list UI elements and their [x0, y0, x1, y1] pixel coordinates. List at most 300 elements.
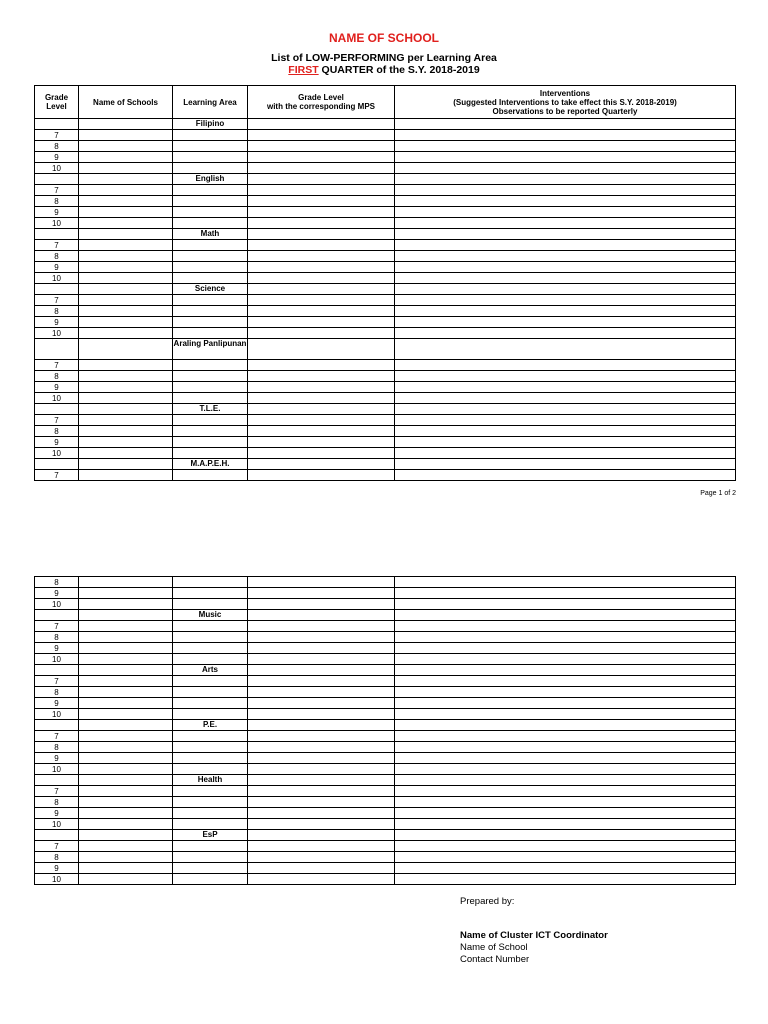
interventions-cell [395, 306, 736, 317]
learning-area-row [35, 119, 736, 130]
interventions-cell [395, 742, 736, 753]
school-cell [79, 830, 173, 841]
mps-cell [248, 174, 395, 185]
mps-cell [248, 577, 395, 588]
school-cell [79, 797, 173, 808]
learning-area-cell: Health [173, 775, 248, 786]
school-cell [79, 764, 173, 775]
interventions-cell [395, 284, 736, 295]
learning-area-row [35, 174, 736, 185]
low-performing-table-page2 [34, 576, 736, 885]
area-empty-cell [173, 786, 248, 797]
mps-cell [248, 808, 395, 819]
interventions-cell [395, 404, 736, 415]
interventions-cell [395, 676, 736, 687]
grade-row [35, 577, 736, 588]
learning-area-cell: Music [173, 610, 248, 621]
area-empty-cell [173, 654, 248, 665]
school-cell [79, 185, 173, 196]
interventions-cell [395, 797, 736, 808]
interventions-cell [395, 819, 736, 830]
interventions-cell [395, 339, 736, 360]
school-cell [79, 295, 173, 306]
subtitle-rest: QUARTER of the S.Y. 2018-2019 [318, 64, 480, 76]
learning-area-row [35, 775, 736, 786]
area-empty-cell [173, 328, 248, 339]
grade-cell: 10 [35, 448, 79, 459]
interventions-cell [395, 863, 736, 874]
interventions-cell [395, 764, 736, 775]
interventions-cell [395, 141, 736, 152]
grade-cell: 10 [35, 163, 79, 174]
learning-area-cell: Math [173, 229, 248, 240]
interventions-cell [395, 610, 736, 621]
learning-area-cell: Arts [173, 665, 248, 676]
low-performing-table-page1 [34, 85, 736, 481]
interventions-cell [395, 196, 736, 207]
grade-cell: 9 [35, 262, 79, 273]
grade-cell: 9 [35, 152, 79, 163]
area-empty-cell [173, 393, 248, 404]
interventions-cell [395, 130, 736, 141]
area-empty-cell [173, 262, 248, 273]
mps-cell [248, 676, 395, 687]
learning-area-cell: English [173, 174, 248, 185]
school-cell [79, 371, 173, 382]
grade-row [35, 448, 736, 459]
area-empty-cell [173, 448, 248, 459]
mps-cell [248, 654, 395, 665]
learning-area-row [35, 284, 736, 295]
mps-cell [248, 852, 395, 863]
school-cell [79, 852, 173, 863]
grade-row [35, 306, 736, 317]
area-empty-cell [173, 251, 248, 262]
mps-cell [248, 284, 395, 295]
school-cell [79, 786, 173, 797]
mps-cell [248, 163, 395, 174]
school-cell [79, 742, 173, 753]
grade-cell [35, 720, 79, 731]
interventions-cell [395, 720, 736, 731]
grade-cell: 8 [35, 632, 79, 643]
grade-cell: 8 [35, 196, 79, 207]
grade-cell: 8 [35, 687, 79, 698]
prepared-by-label: Prepared by: [460, 896, 515, 907]
school-cell [79, 141, 173, 152]
grade-row [35, 599, 736, 610]
interventions-cell [395, 786, 736, 797]
area-empty-cell [173, 863, 248, 874]
school-cell [79, 632, 173, 643]
mps-cell [248, 687, 395, 698]
school-cell [79, 218, 173, 229]
grade-row [35, 426, 736, 437]
grade-cell: 8 [35, 852, 79, 863]
interventions-cell [395, 119, 736, 130]
interventions-cell [395, 185, 736, 196]
school-cell [79, 163, 173, 174]
mps-cell [248, 328, 395, 339]
school-cell [79, 119, 173, 130]
mps-cell [248, 229, 395, 240]
area-empty-cell [173, 599, 248, 610]
school-cell [79, 273, 173, 284]
mps-cell [248, 643, 395, 654]
grade-cell: 10 [35, 393, 79, 404]
area-empty-cell [173, 306, 248, 317]
school-cell [79, 654, 173, 665]
mps-cell [248, 742, 395, 753]
interventions-cell [395, 470, 736, 481]
school-cell [79, 130, 173, 141]
mps-cell [248, 470, 395, 481]
school-cell [79, 775, 173, 786]
grade-cell: 10 [35, 654, 79, 665]
interventions-cell [395, 382, 736, 393]
learning-area-cell: Science [173, 284, 248, 295]
school-cell [79, 404, 173, 415]
grade-cell: 10 [35, 709, 79, 720]
mps-cell [248, 786, 395, 797]
mps-cell [248, 830, 395, 841]
grade-row [35, 709, 736, 720]
grade-row [35, 654, 736, 665]
col-learning-area: Learning Area [173, 86, 248, 119]
grade-cell: 9 [35, 207, 79, 218]
interventions-cell [395, 731, 736, 742]
grade-cell: 8 [35, 306, 79, 317]
grade-cell [35, 459, 79, 470]
mps-cell [248, 196, 395, 207]
grade-row [35, 687, 736, 698]
grade-cell: 10 [35, 819, 79, 830]
grade-row [35, 797, 736, 808]
grade-row [35, 874, 736, 885]
grade-row [35, 273, 736, 284]
learning-area-cell: Araling Panlipunan [173, 339, 248, 360]
area-empty-cell [173, 841, 248, 852]
grade-cell: 7 [35, 470, 79, 481]
grade-row [35, 676, 736, 687]
grade-row [35, 731, 736, 742]
mps-cell [248, 371, 395, 382]
school-cell [79, 709, 173, 720]
interventions-cell [395, 643, 736, 654]
area-empty-cell [173, 218, 248, 229]
interventions-cell [395, 448, 736, 459]
mps-cell [248, 426, 395, 437]
grade-row [35, 371, 736, 382]
school-cell [79, 588, 173, 599]
mps-cell [248, 874, 395, 885]
grade-row [35, 251, 736, 262]
school-cell [79, 174, 173, 185]
school-cell [79, 448, 173, 459]
grade-cell [35, 830, 79, 841]
interventions-cell [395, 437, 736, 448]
interventions-cell [395, 360, 736, 371]
area-empty-cell [173, 185, 248, 196]
interventions-cell [395, 808, 736, 819]
mps-cell [248, 251, 395, 262]
interventions-cell [395, 698, 736, 709]
grade-cell [35, 404, 79, 415]
school-cell [79, 698, 173, 709]
interventions-cell [395, 632, 736, 643]
learning-area-cell: T.L.E. [173, 404, 248, 415]
area-empty-cell [173, 273, 248, 284]
interventions-cell [395, 174, 736, 185]
mps-cell [248, 130, 395, 141]
learning-area-row [35, 720, 736, 731]
col-grade-level-mps: Grade Level with the corresponding MPS [248, 86, 395, 119]
interventions-cell [395, 687, 736, 698]
grade-row [35, 643, 736, 654]
grade-row [35, 218, 736, 229]
area-empty-cell [173, 207, 248, 218]
grade-cell: 7 [35, 185, 79, 196]
area-empty-cell [173, 295, 248, 306]
school-cell [79, 152, 173, 163]
area-empty-cell [173, 698, 248, 709]
grade-row [35, 207, 736, 218]
area-empty-cell [173, 415, 248, 426]
mps-cell [248, 698, 395, 709]
interventions-cell [395, 393, 736, 404]
grade-cell: 7 [35, 841, 79, 852]
mps-cell [248, 207, 395, 218]
school-cell [79, 874, 173, 885]
grade-row [35, 328, 736, 339]
mps-cell [248, 152, 395, 163]
school-cell [79, 437, 173, 448]
school-cell [79, 382, 173, 393]
interventions-cell [395, 251, 736, 262]
grade-cell: 7 [35, 621, 79, 632]
grade-cell [35, 229, 79, 240]
area-empty-cell [173, 709, 248, 720]
mps-cell [248, 709, 395, 720]
school-cell [79, 643, 173, 654]
interventions-cell [395, 207, 736, 218]
mps-cell [248, 599, 395, 610]
grade-cell [35, 339, 79, 360]
grade-row [35, 470, 736, 481]
mps-cell [248, 731, 395, 742]
school-cell [79, 841, 173, 852]
grade-cell: 7 [35, 731, 79, 742]
interventions-cell [395, 588, 736, 599]
school-cell [79, 665, 173, 676]
interventions-cell [395, 621, 736, 632]
grade-cell: 7 [35, 240, 79, 251]
grade-row [35, 185, 736, 196]
area-empty-cell [173, 874, 248, 885]
school-cell [79, 753, 173, 764]
area-empty-cell [173, 819, 248, 830]
area-empty-cell [173, 753, 248, 764]
learning-area-row [35, 229, 736, 240]
area-empty-cell [173, 163, 248, 174]
col-interventions: Interventions (Suggested Interventions to take effect this S.Y. 2018-2019) Observations to be reported Quarterly [395, 86, 736, 119]
grade-cell: 9 [35, 863, 79, 874]
grade-cell: 7 [35, 676, 79, 687]
grade-cell: 8 [35, 742, 79, 753]
interventions-cell [395, 577, 736, 588]
interventions-cell [395, 415, 736, 426]
mps-cell [248, 119, 395, 130]
mps-cell [248, 437, 395, 448]
interventions-cell [395, 163, 736, 174]
interventions-cell [395, 459, 736, 470]
school-cell [79, 207, 173, 218]
school-cell [79, 731, 173, 742]
mps-cell [248, 775, 395, 786]
mps-cell [248, 360, 395, 371]
area-empty-cell [173, 797, 248, 808]
grade-row [35, 786, 736, 797]
grade-row [35, 317, 736, 328]
mps-cell [248, 393, 395, 404]
interventions-cell [395, 841, 736, 852]
mps-cell [248, 295, 395, 306]
school-cell [79, 720, 173, 731]
interventions-cell [395, 371, 736, 382]
learning-area-row [35, 665, 736, 676]
interventions-cell [395, 874, 736, 885]
grade-cell: 7 [35, 295, 79, 306]
grade-cell: 8 [35, 426, 79, 437]
grade-cell [35, 665, 79, 676]
grade-row [35, 852, 736, 863]
grade-row [35, 295, 736, 306]
quarter-word: FIRST [288, 64, 319, 76]
mps-cell [248, 819, 395, 830]
grade-cell [35, 174, 79, 185]
mps-cell [248, 306, 395, 317]
interventions-cell [395, 328, 736, 339]
grade-cell: 9 [35, 698, 79, 709]
grade-row [35, 753, 736, 764]
area-empty-cell [173, 764, 248, 775]
school-cell [79, 459, 173, 470]
school-cell [79, 687, 173, 698]
mps-cell [248, 339, 395, 360]
mps-cell [248, 610, 395, 621]
grade-cell: 9 [35, 437, 79, 448]
mps-cell [248, 262, 395, 273]
area-empty-cell [173, 152, 248, 163]
grade-cell: 7 [35, 130, 79, 141]
school-cell [79, 676, 173, 687]
interventions-cell [395, 852, 736, 863]
interventions-cell [395, 775, 736, 786]
grade-cell: 7 [35, 360, 79, 371]
school-cell [79, 360, 173, 371]
mps-cell [248, 273, 395, 284]
grade-row [35, 742, 736, 753]
area-empty-cell [173, 240, 248, 251]
learning-area-row [35, 339, 736, 360]
area-empty-cell [173, 196, 248, 207]
school-cell [79, 426, 173, 437]
area-empty-cell [173, 371, 248, 382]
area-empty-cell [173, 621, 248, 632]
interventions-cell [395, 599, 736, 610]
grade-row [35, 141, 736, 152]
learning-area-cell: Filipino [173, 119, 248, 130]
school-cell [79, 577, 173, 588]
interventions-cell [395, 262, 736, 273]
grade-cell: 8 [35, 141, 79, 152]
area-empty-cell [173, 643, 248, 654]
grade-row [35, 196, 736, 207]
area-empty-cell [173, 130, 248, 141]
grade-row [35, 819, 736, 830]
area-empty-cell [173, 317, 248, 328]
learning-area-row [35, 459, 736, 470]
grade-cell: 9 [35, 643, 79, 654]
coordinator-contact: Contact Number [460, 954, 530, 965]
mps-cell [248, 632, 395, 643]
area-empty-cell [173, 632, 248, 643]
interventions-cell [395, 830, 736, 841]
grade-row [35, 437, 736, 448]
grade-cell [35, 119, 79, 130]
interventions-cell [395, 317, 736, 328]
mps-cell [248, 621, 395, 632]
area-empty-cell [173, 742, 248, 753]
mps-cell [248, 459, 395, 470]
mps-cell [248, 720, 395, 731]
interventions-cell [395, 218, 736, 229]
grade-row [35, 360, 736, 371]
school-cell [79, 339, 173, 360]
grade-cell: 8 [35, 577, 79, 588]
grade-cell: 8 [35, 251, 79, 262]
interventions-cell [395, 240, 736, 251]
grade-cell: 10 [35, 273, 79, 284]
mps-cell [248, 317, 395, 328]
mps-cell [248, 185, 395, 196]
area-empty-cell [173, 852, 248, 863]
grade-cell: 10 [35, 599, 79, 610]
mps-cell [248, 240, 395, 251]
learning-area-row [35, 404, 736, 415]
school-cell [79, 328, 173, 339]
interventions-cell [395, 152, 736, 163]
grade-row [35, 163, 736, 174]
area-empty-cell [173, 470, 248, 481]
area-empty-cell [173, 808, 248, 819]
grade-cell: 10 [35, 764, 79, 775]
grade-cell: 8 [35, 371, 79, 382]
school-cell [79, 808, 173, 819]
grade-row [35, 415, 736, 426]
grade-cell: 10 [35, 218, 79, 229]
grade-cell: 9 [35, 753, 79, 764]
area-empty-cell [173, 141, 248, 152]
school-cell [79, 251, 173, 262]
school-cell [79, 196, 173, 207]
grade-cell: 9 [35, 588, 79, 599]
grade-cell [35, 610, 79, 621]
school-cell [79, 610, 173, 621]
area-empty-cell [173, 360, 248, 371]
school-cell [79, 819, 173, 830]
school-cell [79, 393, 173, 404]
